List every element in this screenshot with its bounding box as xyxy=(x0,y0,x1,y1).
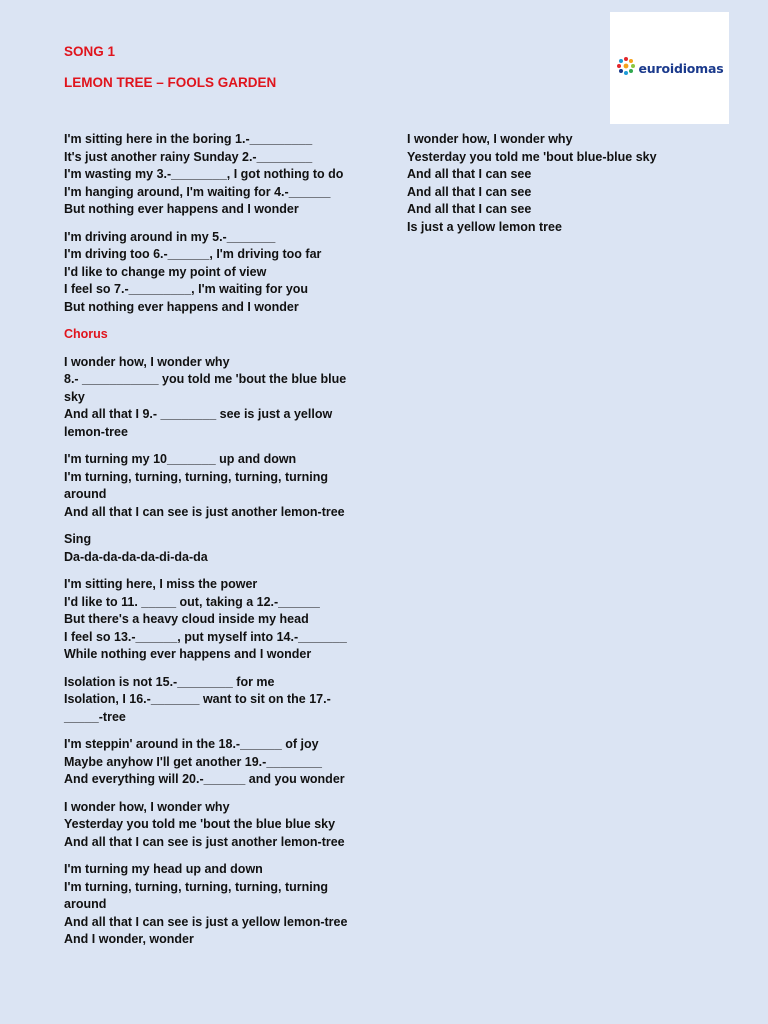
lyric-line: I'm wasting my 3.-________, I got nothing to do xyxy=(64,167,344,181)
song-label: SONG 1 xyxy=(64,44,116,59)
lyric-line: Maybe anyhow I'll get another 19.-________ xyxy=(64,754,322,769)
lyric-line: I'm turning my 10_______ up and down xyxy=(64,452,297,466)
lyric-line: Is just a yellow lemon tree xyxy=(407,219,562,234)
lyric-line: Sing xyxy=(64,532,92,546)
lyric-line: I'm sitting here in the boring 1.-_________ xyxy=(64,132,313,146)
lyric-line: But nothing ever happens and I wonder xyxy=(64,202,299,216)
lyric-line: I feel so 7.-_________, I'm waiting for you xyxy=(64,282,309,296)
lyric-line: I'd like to change my point of view xyxy=(64,264,267,279)
song-title: LEMON TREE – FOOLS GARDEN xyxy=(64,75,277,90)
lyric-line: Da-da-da-da-da-di-da-da xyxy=(64,549,208,564)
lyric-line: And all that I can see xyxy=(407,202,532,216)
logo-wordmark: euroidiomas xyxy=(638,60,724,76)
lyric-line: And all that I 9.- ________ see is just a yellow lemon-tree xyxy=(64,407,333,439)
lyric-line: And I wonder, wonder xyxy=(64,932,194,946)
lyric-line: But there's a heavy cloud inside my head xyxy=(64,612,309,626)
lyric-line: I'm turning, turning, turning, turning, turning around xyxy=(64,879,329,911)
lyric-line: 8.- ___________ you told me 'bout the blue blue sky xyxy=(64,372,347,404)
lyric-line: And all that I can see xyxy=(407,184,532,199)
lyric-line: Isolation is not 15.-________ for me xyxy=(64,674,275,689)
lyric-line: I wonder how, I wonder why xyxy=(407,132,573,146)
stanza-6 xyxy=(64,576,354,664)
stanza-1 xyxy=(64,131,354,219)
lyric-line: It's just another rainy Sunday 2.-________ xyxy=(64,149,313,164)
lyrics-right-column xyxy=(407,131,707,246)
stanza-5 xyxy=(64,531,354,566)
lyric-line: I'm driving too 6.-______, I'm driving too far xyxy=(64,247,322,261)
lyric-line: And all that I can see is just another lemon-tree xyxy=(64,834,345,849)
dotted-globe-icon xyxy=(616,56,636,81)
lyric-line: I wonder how, I wonder why xyxy=(64,354,230,369)
stanza-3 xyxy=(64,354,354,442)
lyric-line: I feel so 13.-______, put myself into 14.-_______ xyxy=(64,629,347,644)
lyric-line: And all that I can see is just another lemon-tree xyxy=(64,504,345,519)
lyric-line: I wonder how, I wonder why xyxy=(64,799,230,814)
stanza-4 xyxy=(64,451,354,521)
lyric-line: I'm driving around in my 5.-_______ xyxy=(64,229,276,244)
lyric-line: Isolation, I 16.-_______ want to sit on the 17.-_____-tree xyxy=(64,692,331,724)
lyric-line: But nothing ever happens and I wonder xyxy=(64,299,299,314)
stanza-10 xyxy=(64,861,354,949)
lyric-line: I'm turning my head up and down xyxy=(64,862,263,876)
lyric-line: Yesterday you told me 'bout the blue blue sky xyxy=(64,817,336,831)
lyric-line: While nothing ever happens and I wonder xyxy=(64,647,312,661)
stanza-7 xyxy=(64,674,354,727)
lyric-line: I'm sitting here, I miss the power xyxy=(64,577,258,591)
chorus-label: Chorus xyxy=(64,327,108,341)
euroidiomas-logo xyxy=(610,12,729,124)
lyric-line: I'm steppin' around in the 18.-______ of joy xyxy=(64,737,319,751)
lyric-line: And all that I can see xyxy=(407,167,532,181)
lyric-line: Yesterday you told me 'bout blue-blue sky xyxy=(407,149,657,164)
lyric-line: I'd like to 11. _____ out, taking a 12.-______ xyxy=(64,594,320,609)
stanza-final-chorus xyxy=(407,131,707,236)
lyric-line: I'm hanging around, I'm waiting for 4.-______ xyxy=(64,184,331,199)
lyrics-left-column xyxy=(64,131,354,959)
lyric-line: And everything will 20.-______ and you wonder xyxy=(64,772,345,786)
stanza-9 xyxy=(64,799,354,852)
stanza-2 xyxy=(64,229,354,317)
lyric-line: And all that I can see is just a yellow lemon-tree xyxy=(64,914,348,929)
lyric-line: I'm turning, turning, turning, turning, turning around xyxy=(64,469,329,501)
stanza-8 xyxy=(64,736,354,789)
